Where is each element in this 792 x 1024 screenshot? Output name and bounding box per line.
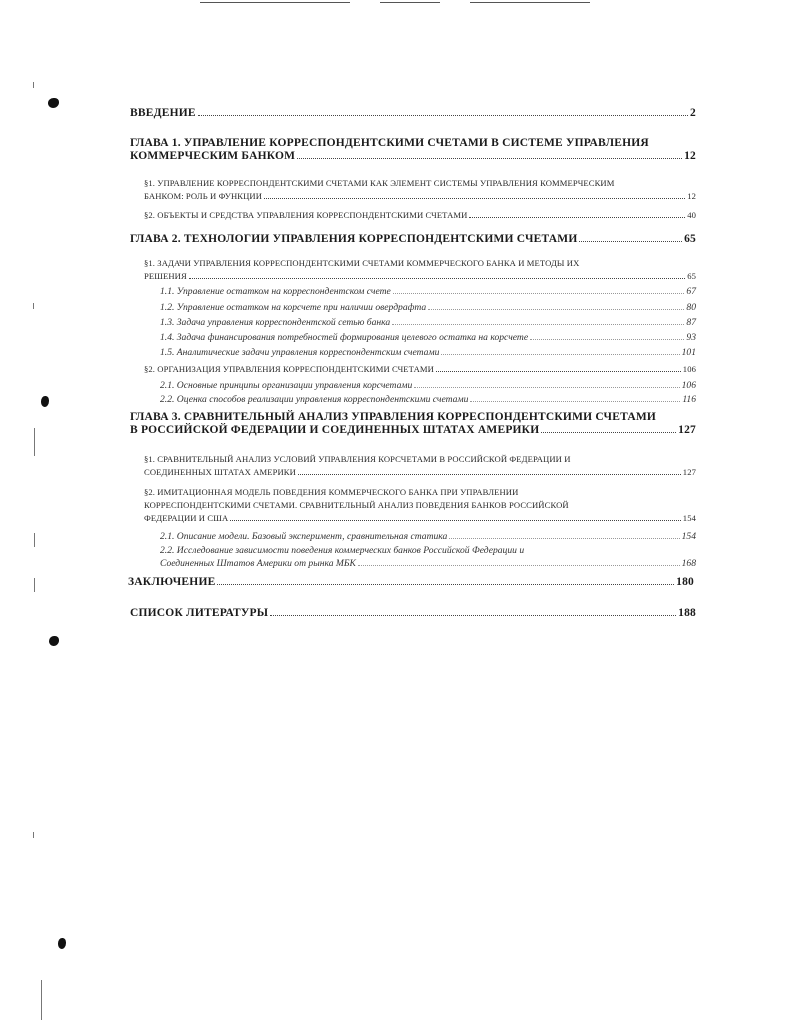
toc-page-number: 116 — [682, 394, 696, 405]
scan-rule — [380, 2, 440, 3]
toc-page-number: 106 — [682, 364, 696, 374]
toc-chapter-1[interactable] — [130, 137, 696, 163]
toc-intro[interactable] — [130, 107, 696, 120]
toc-entry-title: 1.3. Задача управления корреспондентской сетью банка — [160, 317, 391, 328]
toc-entry-title-cont: СОЕДИНЕННЫХ ШТАТАХ АМЕРИКИ — [144, 467, 296, 477]
toc-entry-title: 1.1. Управление остатком на корреспондентском счете — [160, 286, 391, 297]
toc-page-number: 12 — [684, 150, 696, 162]
toc-page-number: 93 — [686, 332, 696, 343]
toc-entry-title: ГЛАВА 1. УПРАВЛЕНИЕ КОРРЕСПОНДЕНТСКИМИ СЧЕТАМИ В СИСТЕМЕ УПРАВЛЕНИЯ — [130, 137, 649, 149]
toc-entry-title: 2.1. Основные принципы организации управления корсчетами — [160, 380, 413, 391]
toc-section-2-1[interactable] — [144, 257, 696, 283]
toc-section-2-2[interactable] — [144, 363, 696, 376]
scan-mark — [33, 832, 34, 838]
toc-entry-title: 2.2. Исследование зависимости поведения коммерческих банков Российской Федерации и — [160, 545, 525, 556]
toc-page-number: 180 — [676, 576, 694, 588]
toc-section-1-1[interactable] — [144, 177, 696, 203]
toc-entry-title: §1. УПРАВЛЕНИЕ КОРРЕСПОНДЕНТСКИМИ СЧЕТАМИ КАК ЭЛЕМЕНТ СИСТЕМЫ УПРАВЛЕНИЯ КОММЕРЧЕСКИМ — [144, 178, 615, 188]
toc-entry-title: §1. СРАВНИТЕЛЬНЫЙ АНАЛИЗ УСЛОВИЙ УПРАВЛЕНИЯ КОРСЧЕТАМИ В РОССИЙСКОЙ ФЕДЕРАЦИИ И — [144, 454, 571, 464]
toc-entry-title-cont: КОРРЕСПОНДЕНТСКИМИ СЧЕТАМИ. СРАВНИТЕЛЬНЫЙ АНАЛИЗ ПОВЕДЕНИЯ БАНКОВ РОССИЙСКОЙ — [144, 500, 569, 510]
toc-page-number: 168 — [681, 558, 696, 569]
toc-section-3-2[interactable] — [144, 486, 696, 525]
toc-chapter-3[interactable] — [130, 411, 696, 437]
toc-entry-title: ВВЕДЕНИЕ — [130, 107, 196, 119]
toc-page-number: 188 — [678, 607, 696, 619]
toc-section-3-1[interactable] — [144, 453, 696, 479]
toc-entry-title-cont: В РОССИЙСКОЙ ФЕДЕРАЦИИ И СОЕДИНЕННЫХ ШТАТАХ АМЕРИКИ — [130, 424, 540, 436]
scan-mark — [33, 303, 34, 309]
toc-entry-title: §2. ОБЪЕКТЫ И СРЕДСТВА УПРАВЛЕНИЯ КОРРЕСПОНДЕНТСКИМИ СЧЕТАМИ — [144, 210, 468, 220]
toc-page-number: 67 — [686, 286, 696, 297]
scan-blot — [41, 396, 49, 407]
toc-entry-title-cont: БАНКОМ: РОЛЬ И ФУНКЦИИ — [144, 191, 263, 201]
toc-subsection[interactable] — [160, 331, 696, 344]
toc-page-number: 87 — [686, 317, 696, 328]
toc-entry-title: СПИСОК ЛИТЕРАТУРЫ — [130, 607, 269, 619]
toc-page-number: 12 — [687, 191, 696, 201]
toc-entry-title: 2.1. Описание модели. Базовый эксперимент, сравнительная статика — [160, 531, 448, 542]
toc-conclusion[interactable] — [128, 576, 694, 589]
toc-subsection[interactable] — [160, 316, 696, 329]
toc-section-1-2[interactable] — [144, 209, 696, 222]
toc-subsection[interactable] — [160, 379, 696, 392]
scan-mark — [41, 980, 42, 1020]
toc-chapter-2[interactable] — [130, 233, 696, 246]
scan-mark — [34, 578, 35, 592]
toc-entry-title-cont: КОММЕРЧЕСКИМ БАНКОМ — [130, 150, 296, 162]
toc-page-number: 2 — [690, 107, 696, 119]
toc-subsection[interactable] — [160, 393, 696, 406]
toc-page-number: 80 — [686, 302, 696, 313]
toc-page-number: 65 — [684, 233, 696, 245]
toc-entry-title: ЗАКЛЮЧЕНИЕ — [128, 576, 216, 588]
toc-page-number: 154 — [682, 513, 696, 523]
toc-page-number: 127 — [682, 467, 696, 477]
toc-entry-title: §2. ИМИТАЦИОННАЯ МОДЕЛЬ ПОВЕДЕНИЯ КОММЕРЧЕСКОГО БАНКА ПРИ УПРАВЛЕНИИ — [144, 487, 519, 497]
toc-entry-title: §1. ЗАДАЧИ УПРАВЛЕНИЯ КОРРЕСПОНДЕНТСКИМИ СЧЕТАМИ КОММЕРЧЕСКОГО БАНКА И МЕТОДЫ ИХ — [144, 258, 580, 268]
toc-entry-title-cont: Соединенных Штатов Америки от рынка МБК — [160, 558, 356, 569]
toc-entry-title: §2. ОРГАНИЗАЦИЯ УПРАВЛЕНИЯ КОРРЕСПОНДЕНТСКИМИ СЧЕТАМИ — [144, 364, 434, 374]
scan-rule — [470, 2, 590, 3]
scan-mark — [34, 428, 35, 456]
toc-subsection[interactable] — [160, 301, 696, 314]
toc-page-number: 40 — [687, 210, 696, 220]
scan-rule — [200, 2, 350, 3]
scan-blot — [49, 636, 59, 646]
toc-entry-title-cont: ФЕДЕРАЦИИ И США — [144, 513, 229, 523]
scan-mark — [34, 533, 35, 547]
toc-entry-title: ГЛАВА 3. СРАВНИТЕЛЬНЫЙ АНАЛИЗ УПРАВЛЕНИЯ КОРРЕСПОНДЕНТСКИМИ СЧЕТАМИ — [130, 411, 657, 423]
toc-page-number: 106 — [681, 380, 696, 391]
toc-subsection[interactable] — [160, 285, 696, 298]
toc-entry-title: 2.2. Оценка способов реализации управления корреспондентскими счетами — [160, 394, 469, 405]
toc-references[interactable] — [130, 607, 696, 620]
toc-page-number: 154 — [681, 531, 696, 542]
toc-subsection[interactable] — [160, 544, 696, 570]
toc-subsection[interactable] — [160, 530, 696, 543]
toc-entry-title: ГЛАВА 2. ТЕХНОЛОГИИ УПРАВЛЕНИЯ КОРРЕСПОНДЕНТСКИМИ СЧЕТАМИ — [130, 233, 578, 245]
toc-entry-title: 1.2. Управление остатком на корсчете при наличии овердрафта — [160, 302, 427, 313]
scan-blot — [48, 98, 59, 108]
toc-subsection[interactable] — [160, 346, 696, 359]
scan-blot — [58, 938, 66, 949]
scan-mark — [33, 82, 34, 88]
toc-entry-title: 1.5. Аналитические задачи управления корреспондентским счетами — [160, 347, 440, 358]
toc-page-number: 127 — [678, 424, 696, 436]
toc-page-number: 101 — [681, 347, 696, 358]
toc-entry-title-cont: РЕШЕНИЯ — [144, 271, 187, 281]
toc-entry-title: 1.4. Задача финансирования потребностей формирования целевого остатка на корсчете — [160, 332, 529, 343]
toc-page-number: 65 — [687, 271, 696, 281]
